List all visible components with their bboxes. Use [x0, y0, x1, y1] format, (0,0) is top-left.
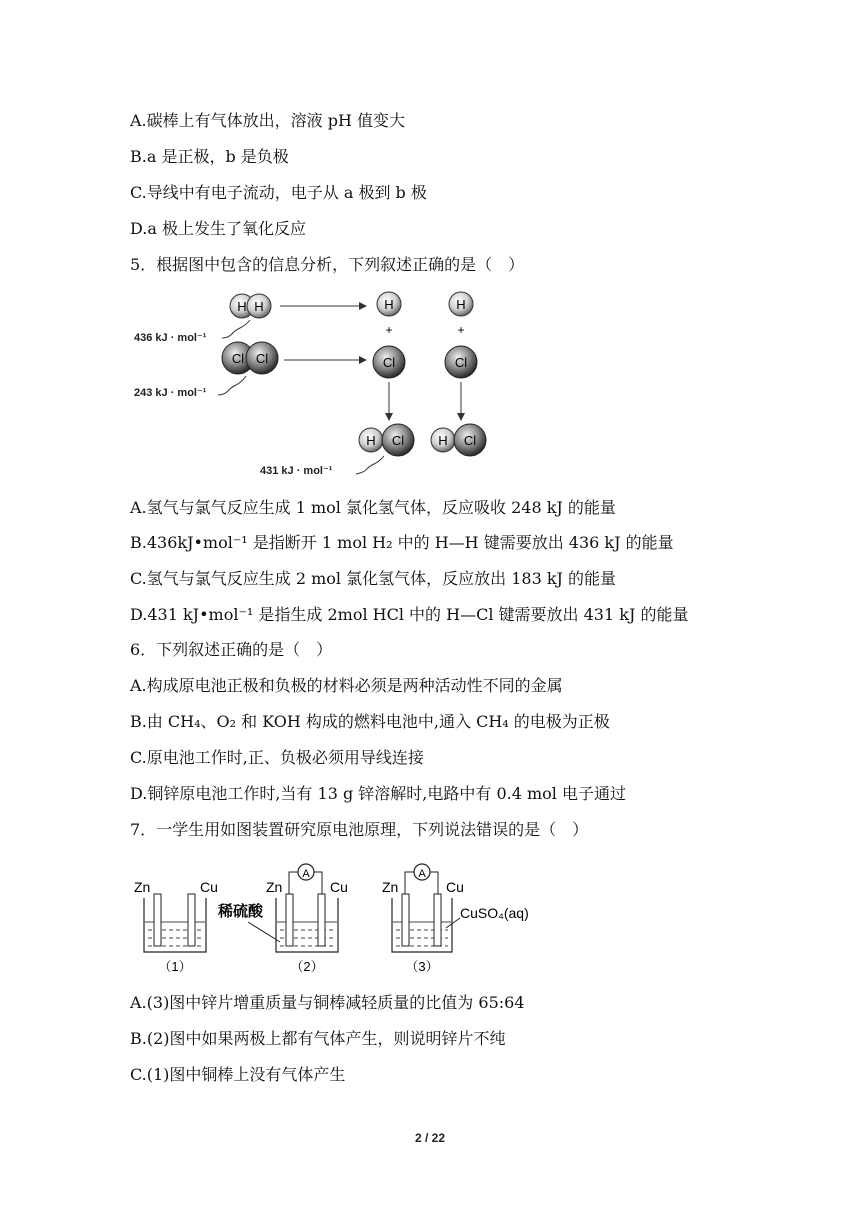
plus-middle: + — [385, 323, 393, 337]
cl-atom-right — [445, 346, 477, 378]
q4-option-d: D.a 极上发生了氧化反应 — [130, 219, 306, 238]
cl-atom-middle — [373, 346, 405, 378]
svg-text:H: H — [438, 433, 448, 448]
svg-text:Cl: Cl — [391, 433, 405, 448]
svg-text:H: H — [456, 297, 466, 312]
acid-label-pointer — [248, 922, 280, 942]
svg-text:Cl: Cl — [231, 351, 245, 366]
h2-bond-wavy-line — [222, 320, 250, 338]
q5-stem: 5．根据图中包含的信息分析，下列叙述正确的是（ ） — [130, 255, 525, 274]
hcl-bond-wavy-line — [356, 456, 384, 474]
q5-option-d: D.431 kJ•mol⁻¹ 是指生成 2mol HCl 中的 H—Cl 键需要放出 431 kJ 的能量 — [130, 605, 689, 624]
q6-option-c: C.原电池工作时,正、负极必须用导线连接 — [130, 748, 424, 767]
q4-option-c: C.导线中有电子流动，电子从 a 极到 b 极 — [130, 183, 427, 202]
q7-option-b: B.(2)图中如果两极上都有气体产生，则说明锌片不纯 — [130, 1029, 506, 1048]
svg-text:（1）: （1） — [158, 959, 192, 974]
energy-hcl-label: 431 kJ · mol⁻¹ — [260, 465, 333, 477]
q7-galvanic-cell-figure — [130, 858, 550, 978]
svg-text:Zn: Zn — [382, 879, 399, 895]
q5-option-a: A.氢气与氯气反应生成 1 mol 氯化氢气体，反应吸收 248 kJ 的能量 — [130, 498, 616, 517]
cell-2 — [266, 864, 348, 974]
svg-text:H: H — [254, 299, 264, 314]
svg-text:Cu: Cu — [446, 879, 464, 895]
energy-hh-label: 436 kJ · mol⁻¹ — [134, 332, 207, 344]
cl2-bond-wavy-line — [218, 376, 246, 395]
h-atom-middle — [377, 292, 401, 316]
svg-text:H: H — [366, 433, 376, 448]
svg-text:Cl: Cl — [255, 351, 269, 366]
q7-stem: 7．一学生用如图装置研究原电池原理，下列说法错误的是（ ） — [130, 820, 589, 839]
cell-3 — [382, 864, 529, 974]
hcl-molecule-right — [431, 424, 486, 456]
svg-text:Zn: Zn — [134, 879, 151, 895]
acid-label: 稀硫酸 — [218, 903, 264, 920]
q6-option-b: B.由 CH₄、O₂ 和 KOH 构成的燃料电池中,通入 CH₄ 的电极为正极 — [130, 712, 610, 731]
hcl-molecule-middle — [359, 424, 414, 456]
cell-1 — [134, 879, 218, 974]
q4-option-b: B.a 是正极，b 是负极 — [130, 147, 289, 166]
svg-text:A: A — [302, 868, 310, 880]
svg-text:H: H — [384, 297, 394, 312]
h-atom-right — [449, 292, 473, 316]
svg-text:（3）: （3） — [405, 959, 439, 974]
svg-text:Cl: Cl — [382, 355, 396, 370]
q7-option-c: C.(1)图中铜棒上没有气体产生 — [130, 1065, 346, 1084]
energy-clcl-label: 243 kJ · mol⁻¹ — [134, 387, 207, 399]
q7-option-a: A.(3)图中锌片增重质量与铜棒减轻质量的比值为 65:64 — [130, 993, 525, 1012]
q4-option-a: A.碳棒上有气体放出，溶液 pH 值变大 — [130, 111, 406, 130]
svg-text:Cl: Cl — [463, 433, 477, 448]
svg-text:Cl: Cl — [454, 355, 468, 370]
plus-right: + — [457, 323, 465, 337]
svg-text:Cu: Cu — [330, 879, 348, 895]
q6-option-d: D.铜锌原电池工作时,当有 13 g 锌溶解时,电路中有 0.4 mol 电子通过 — [130, 784, 627, 803]
svg-text:A: A — [418, 868, 426, 880]
page-number: 2 / 22 — [414, 1131, 446, 1145]
svg-text:H: H — [237, 299, 247, 314]
q5-bond-energy-figure — [130, 284, 500, 480]
svg-text:（2）: （2） — [290, 959, 324, 974]
cl2-molecule — [222, 342, 278, 374]
q6-stem: 6．下列叙述正确的是（ ） — [130, 640, 333, 659]
svg-text:Cu: Cu — [200, 879, 218, 895]
svg-text:Zn: Zn — [266, 879, 283, 895]
h2-molecule — [230, 294, 271, 318]
cuso4-label: CuSO₄(aq) — [460, 905, 529, 921]
q5-option-c: C.氢气与氯气反应生成 2 mol 氯化氢气体，反应放出 183 kJ 的能量 — [130, 569, 617, 588]
q6-option-a: A.构成原电池正极和负极的材料必须是两种活动性不同的金属 — [130, 676, 563, 695]
q5-option-b: B.436kJ•mol⁻¹ 是指断开 1 mol H₂ 中的 H—H 键需要放出 436 kJ 的能量 — [130, 533, 674, 552]
